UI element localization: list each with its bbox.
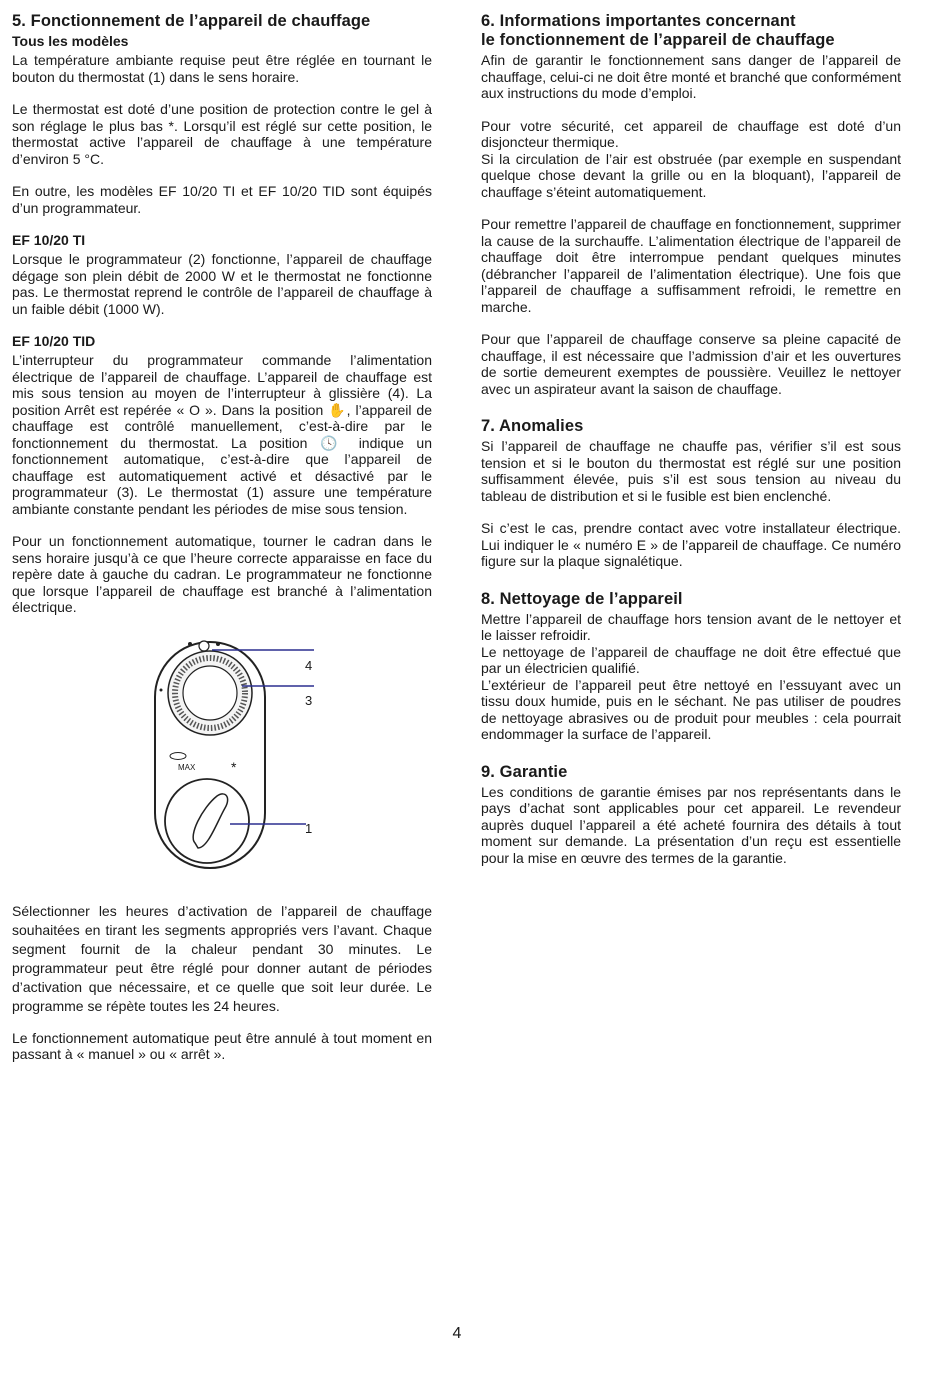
callout-label-1: 1	[305, 820, 313, 836]
thermal-cutout-paragraph: Pour votre sécurité, cet appareil de chauffage est doté d’un disjoncteur thermique.	[481, 117, 901, 150]
programmer-models-paragraph: En outre, les modèles EF 10/20 TI et EF 10/20 TID sont équipés d’un programmateur.	[12, 183, 432, 216]
page-number: 4	[452, 1325, 462, 1342]
left-column	[12, 12, 432, 1079]
date-marker	[160, 688, 163, 691]
cleaning-paragraph-1: Mettre l’appareil de chauffage hors tension avant de le nettoyer et le laisser refroidir.	[481, 610, 901, 643]
cleaning-paragraph-2: Le nettoyage de l’appareil de chauffage ne doit être effectué que par un électricien qualifié.	[481, 643, 901, 676]
thermostat-paragraph: La température ambiante requise peut être réglée en tournant le bouton du thermostat (1) dans le sens horaire.	[12, 52, 432, 85]
segment-selection-paragraph: Sélectionner les heures d’activation de l’appareil de chauffage souhaitées en tirant les segments appropriés vers l’avant. Chaque segment fournit de la chaleur pendant 30 minutes. Le programmateur peut être réglé pour donner autant de périodes d’activation que nécessaire, et ce quelle que soit leur durée. Le programme se répète toutes les 24 heures.	[12, 902, 432, 1014]
anomalies-paragraph-2: Si c’est le cas, prendre contact avec votre installateur électrique. Lui indiquer le « numéro E » de l’appareil de chauffage. Ce numéro figure sur la plaque signalétique.	[481, 520, 901, 569]
ef-tid-paragraph: L’interrupteur du programmateur commande l’alimentation électrique de l’appareil de chauffage. L’appareil de chauffage est mis sous tension au moyen de l’interrupteur à glissière (4). La position Arrêt est repérée « O ». Dans la position ✋, l’appareil de chauffage est contrôlé manuellement, c’est-à-dire par le fonctionnement du thermostat. La position 🕓 indique un fonctionnement automatique, c’est-à-dire que l’appareil de chauffage est automatiquement activé et désactivé par le programmateur (3). Le thermostat (1) assure une température ambiante constante pendant les périodes de mise sous tension.	[12, 352, 432, 517]
dust-cleaning-paragraph: Pour que l’appareil de chauffage conserve sa pleine capacité de chauffage, il est nécessaire que l’admission d’air et les ouvertures de sortie demeurent exemptes de poussière. Veuillez le nettoyer avec un aspirateur avant la saison de chauffage.	[481, 331, 901, 397]
section-5-title: 5. Fonctionnement de l’appareil de chauffage	[12, 12, 371, 30]
airflow-paragraph: Si la circulation de l’air est obstruée (par exemple en suspendant quelque chose devant la grille ou en la bloquant), l’appareil de chauffage s’éteint automatiquement.	[481, 150, 901, 200]
section-9-title: 9. Garantie	[481, 762, 568, 781]
control-panel-drawing	[12, 638, 432, 878]
heater-control-diagram	[12, 638, 432, 878]
anomalies-paragraph-1: Si l’appareil de chauffage ne chauffe pas, vérifier s’il est sous tension et si le bouton du thermostat est réglé sur une position suffisamment élevée, puis s’il est sous tension au niveau du tableau de distribution et si le fusible est bien enclenché.	[481, 438, 901, 504]
section-8-title: 8. Nettoyage de l’appareil	[481, 589, 683, 608]
cleaning-paragraph-3: L’extérieur de l’appareil peut être nettoyé en l’essuyant avec un tissu doux humide, puis en le séchant. Ne pas utiliser de poudres de nettoyage abrasives ou de produit pour meubles : cela pourrait endommager la surface de l’appareil.	[481, 676, 901, 742]
automatic-operation-paragraph: Pour un fonctionnement automatique, tourner le cadran dans le sens horaire jusqu’à ce que l’heure correcte apparaisse en face du repère date à gauche du cadran. Le programmateur ne fonctionne que lorsque l’appareil de chauffage est branché à l’alimentation électrique.	[12, 533, 432, 615]
ef-ti-subtitle: EF 10/20 TI	[12, 232, 86, 248]
warranty-paragraph: Les conditions de garantie émises par nos représentants dans le pays d’achat sont applicables pour cet appareil. Le revendeur auprès duquel l’appareil a été acheté fournira des détails à tout moment sur demande. La présentation d’un reçu est essentielle pour la mise en œuvre des termes de la garantie.	[481, 783, 901, 866]
section-7-title: 7. Anomalies	[481, 417, 584, 435]
ef-ti-paragraph: Lorsque le programmateur (2) fonctionne, l’appareil de chauffage dégage son plein débit de 2000 W et le thermostat ne fonctionne pas. Le thermostat reprend le contrôle de l’appareil de chauffage à un faible débit (1000 W).	[12, 251, 432, 317]
ef-tid-subtitle: EF 10/20 TID	[12, 333, 96, 349]
cancel-automatic-paragraph: Le fonctionnement automatique peut être annulé à tout moment en passant à « manuel » ou « arrêt ».	[12, 1029, 432, 1062]
switch-mark	[216, 642, 220, 646]
callout-label-4: 4	[305, 657, 313, 673]
frost-symbol: *	[231, 758, 237, 775]
restart-paragraph: Pour remettre l’appareil de chauffage en fonctionnement, supprimer la cause de la surchauffe. L’alimentation électrique de l’appareil de chauffage doit être interrompue pendant quelques minutes (débrancher l’appareil de l’alimentation électrique). Une fois que l’appareil de chauffage a suffisamment refroidi, le remettre en marche.	[481, 216, 901, 315]
slide-switch	[199, 641, 209, 651]
max-label: MAX	[178, 762, 196, 772]
section-6-title-line1: 6. Informations importantes concernant	[481, 12, 796, 30]
switch-mark	[188, 642, 192, 646]
all-models-subtitle: Tous les modèles	[12, 33, 129, 49]
safe-operation-paragraph: Afin de garantir le fonctionnement sans danger de l’appareil de chauffage, celui-ci ne doit être monté et branché que conformément aux instructions du mode d’emploi.	[481, 52, 901, 101]
section-6-title-line2: le fonctionnement de l’appareil de chauffage	[481, 31, 835, 49]
right-column	[481, 12, 901, 882]
programmer-center	[183, 666, 237, 720]
callout-label-3: 3	[305, 692, 313, 708]
frost-protection-paragraph: Le thermostat est doté d’une position de protection contre le gel à son réglage le plus bas *. Lorsqu’il est réglé sur cette position, le thermostat active l’appareil de chauffage à une température d’environ 5 °C.	[12, 101, 432, 167]
